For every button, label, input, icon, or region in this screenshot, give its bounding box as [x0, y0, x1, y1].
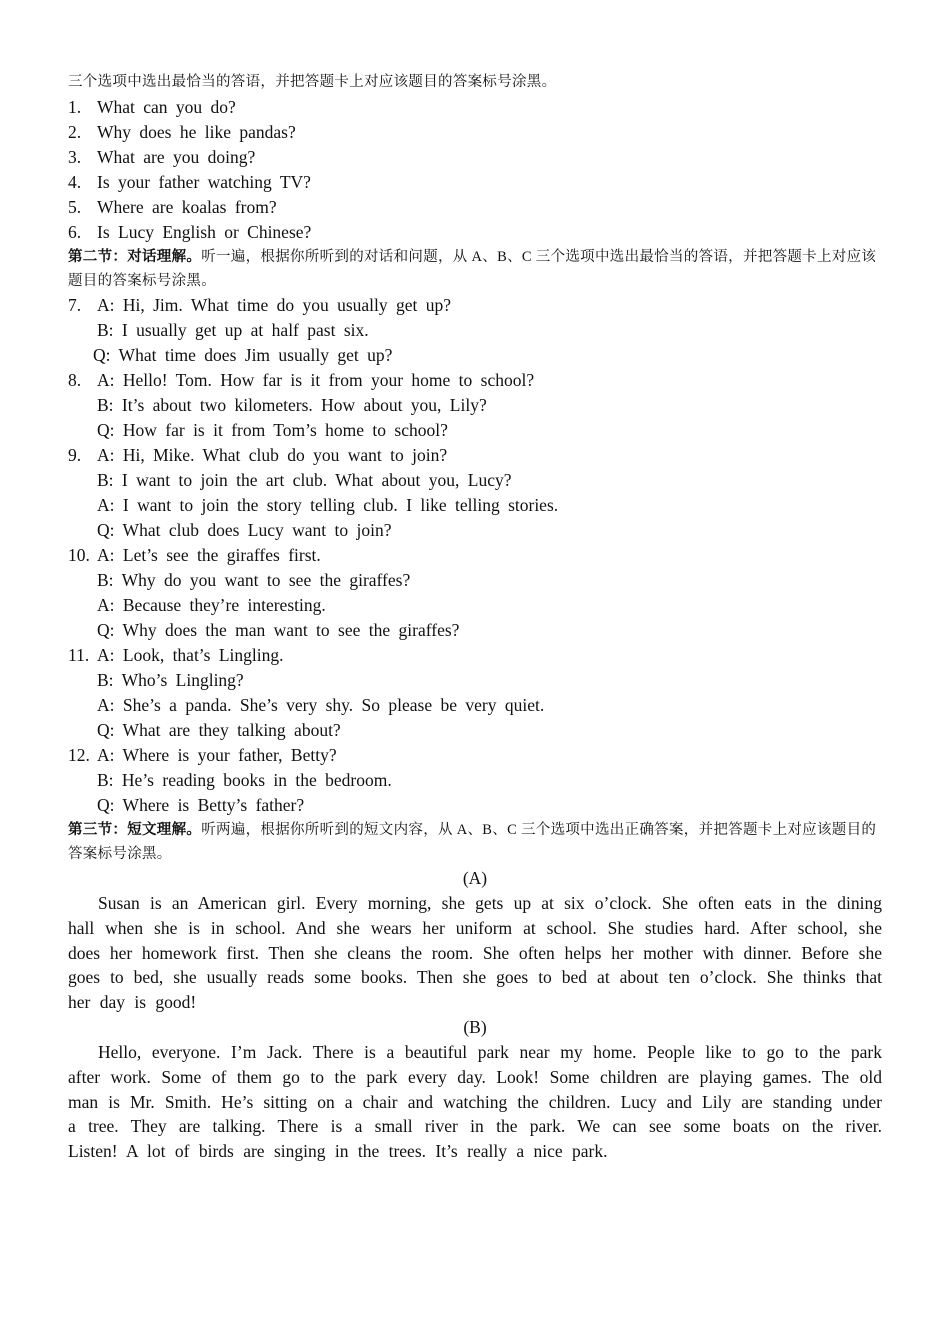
section3-instruction-text: 听两遍，根据你所听到的短文内容，从 A、B、C 三个选项中选出正确答案，并把答题卡上对应该题目的答案标号涂黑。: [68, 822, 877, 862]
dialogue-12: [68, 743, 882, 818]
question-text: Why does he like pandas?: [97, 122, 296, 142]
question-number: 5.: [68, 197, 82, 217]
dialogue-line: A: Hello! Tom. How far is it from your home to school?: [97, 370, 535, 390]
question-text: Is your father watching TV?: [97, 172, 311, 192]
dialogue-question: Q: What club does Lucy want to join?: [97, 520, 392, 540]
passage-b-label: (B): [463, 1016, 487, 1037]
dialogue-line: A: I want to join the story telling club. I like telling stories.: [97, 495, 559, 515]
dialogue-line: A: Where is your father, Betty?: [97, 745, 337, 765]
dialogue-question: Q: What time does Jim usually get up?: [93, 345, 393, 365]
dialogue-8: [68, 368, 882, 443]
passage-a-label: (A): [462, 868, 488, 888]
question-text: Is Lucy English or Chinese?: [97, 222, 312, 242]
question-number: 3.: [68, 147, 82, 167]
passage-a-text: Susan is an American girl. Every morning, she gets up at six o’clock. She often eats in the dining hall when she is in school. And she wears her uniform at school. She studies hard. After school, she does her homework first. Then she cleans the room. She often helps her mother with dinner. Before she goes to bed, she usually reads some books. Then she goes to bed at about ten o’clock. She thinks that her day is good!: [68, 893, 882, 1013]
question-number: 1.: [68, 97, 82, 117]
dialogue-question: Q: Where is Betty’s father?: [97, 795, 305, 815]
section2-instruction: [68, 245, 882, 293]
question-item: [68, 120, 882, 145]
dialogue-number: 8.: [68, 370, 82, 390]
dialogue-line: B: I usually get up at half past six.: [97, 320, 369, 340]
dialogue-line: A: Let’s see the giraffes first.: [97, 545, 321, 565]
dialogue-line: B: Why do you want to see the giraffes?: [97, 570, 411, 590]
dialogue-line: A: Hi, Jim. What time do you usually get up?: [97, 295, 452, 315]
question-text: What can you do?: [97, 97, 236, 117]
question-text: What are you doing?: [97, 147, 256, 167]
question-item: [68, 195, 882, 220]
dialogue-11: [68, 643, 882, 743]
dialogue-number: 12.: [68, 745, 90, 765]
dialogue-question: Q: What are they talking about?: [97, 720, 341, 740]
exam-page: [68, 70, 882, 1164]
dialogue-line: A: Hi, Mike. What club do you want to join?: [97, 445, 448, 465]
dialogue-line: A: She’s a panda. She’s very shy. So please be very quiet.: [97, 695, 545, 715]
dialogue-line: B: Who’s Lingling?: [97, 670, 244, 690]
question-item: [68, 145, 882, 170]
dialogue-line: B: It’s about two kilometers. How about you, Lily?: [97, 395, 487, 415]
dialogue-9: [68, 443, 882, 543]
question-item: [68, 95, 882, 120]
question-text: Where are koalas from?: [97, 197, 277, 217]
dialogue-line: A: Look, that’s Lingling.: [97, 645, 284, 665]
question-number: 6.: [68, 222, 82, 242]
dialogue-number: 10.: [68, 545, 90, 565]
dialogue-7: [68, 293, 882, 368]
question-number: 2.: [68, 122, 82, 142]
dialogue-number: 7.: [68, 295, 82, 315]
dialogue-question: Q: How far is it from Tom’s home to school?: [97, 420, 448, 440]
section1-instruction-tail: 三个选项中选出最恰当的答语，并把答题卡上对应该题目的答案标号涂黑。: [68, 74, 557, 90]
dialogue-number: 9.: [68, 445, 82, 465]
dialogue-line: A: Because they’re interesting.: [97, 595, 326, 615]
section2-heading: 第二节：对话理解。: [68, 249, 202, 265]
section3-heading: 第三节：短文理解。: [68, 822, 202, 838]
question-number: 4.: [68, 172, 82, 192]
question-item: [68, 220, 882, 245]
passage-b-text: Hello, everyone. I’m Jack. There is a beautiful park near my home. People like to go to the park after work. Some of them go to the park every day. Look! Some children are playing games. The old man is Mr. Smith. He’s sitting on a chair and watching the children. Lucy and Lily are standing under a tree. They are talking. There is a small river in the park. We can see some boats on the river. Listen! A lot of birds are singing in the trees. It’s really a nice park.: [68, 1041, 882, 1162]
dialogue-number: 11.: [68, 645, 90, 665]
dialogue-line: B: He’s reading books in the bedroom.: [97, 770, 392, 790]
dialogue-question: Q: Why does the man want to see the giraffes?: [97, 620, 460, 640]
question-item: [68, 170, 882, 195]
dialogue-10: [68, 543, 882, 643]
section2-instruction-text: 听一遍，根据你所听到的对话和问题，从 A、B、C 三个选项中选出最恰当的答语，并把答题卡上对应该题目的答案标号涂黑。: [68, 249, 877, 289]
dialogue-line: B: I want to join the art club. What about you, Lucy?: [97, 470, 512, 490]
section3-instruction: [68, 818, 882, 866]
